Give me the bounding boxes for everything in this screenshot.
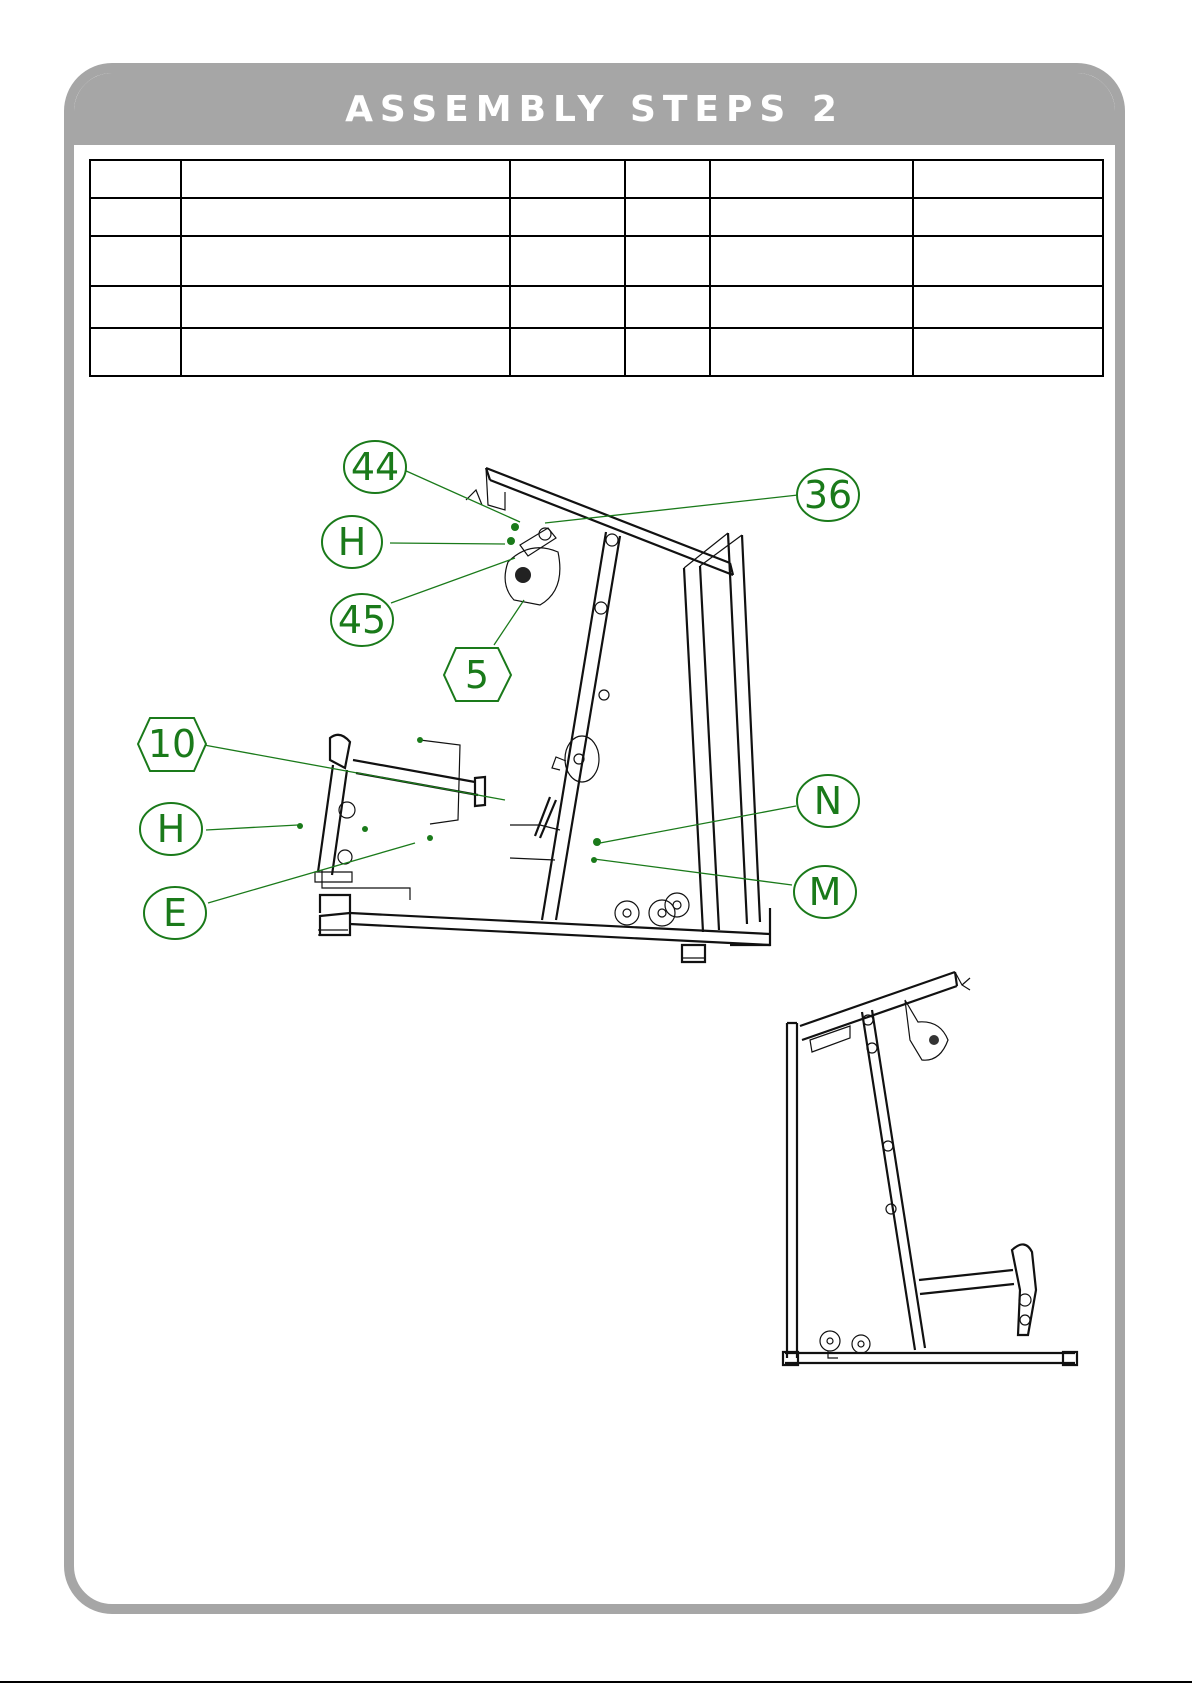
callout-h-mid: [140, 803, 202, 855]
callout-45: [331, 594, 393, 646]
callout-label: 45: [337, 598, 387, 642]
callout-n: [797, 775, 859, 827]
callout-h-top: [322, 516, 382, 568]
callout-label: 10: [147, 722, 197, 766]
callout-label: M: [808, 870, 842, 914]
assembled-side-view: [783, 972, 1077, 1365]
callout-label: 5: [464, 653, 490, 697]
callout-label: 44: [350, 445, 400, 489]
page-title: ASSEMBLY STEPS 2: [345, 88, 844, 130]
bottom-rule: [0, 1681, 1192, 1683]
callout-36: [797, 469, 859, 521]
callout-m: [794, 866, 856, 918]
callout-label: E: [162, 891, 188, 935]
callout-label: H: [156, 807, 186, 851]
callout-e: [144, 887, 206, 939]
callout-5: [444, 648, 511, 701]
callout-10: [138, 718, 206, 771]
callout-label: N: [813, 779, 843, 823]
callout-label: H: [337, 520, 367, 564]
callout-label: 36: [803, 473, 853, 517]
callout-44: [344, 441, 406, 493]
